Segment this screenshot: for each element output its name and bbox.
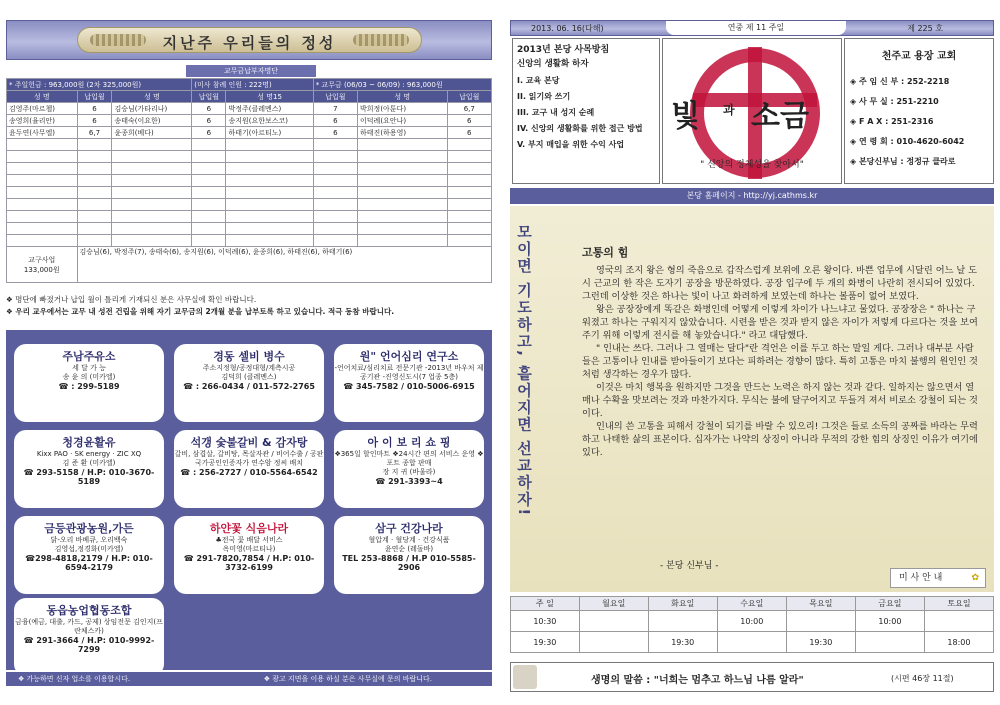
table-cell — [358, 211, 448, 223]
table-cell: 6 — [447, 127, 491, 139]
ad-title: 석갱 숯불갈비 & 감자탕 — [190, 436, 308, 449]
ad-title: 원" 언어심리 연구소 — [359, 350, 459, 363]
table-cell — [7, 175, 78, 187]
policy-subtitle: 신앙의 생활화 하자 — [517, 59, 589, 69]
table-cell — [77, 175, 112, 187]
table-row — [7, 103, 492, 115]
ad-subtitle: 금융(예금, 대출, 카드, 공제) 상임전문 김인지(프란체스카) — [15, 618, 163, 635]
ad-title: 삼구 건강나라 — [375, 522, 443, 535]
essay-paragraph: 왕은 공장장에게 똑같은 화병인데 어떻게 이렇게 차이가 나느냐고 물었다. 공장장은 " 하나는 구워졌고 하나는 구워지지 않았습니다. 시련을 받은 것과 받지 않은 자이가 저렇게 다르다는 것을 보여주기 위해 이렇게 전시를 해 놓았습니다." 라고 대답했다. — [582, 304, 978, 341]
mass-day-header: 목요일 — [786, 597, 855, 611]
table-row — [7, 115, 492, 127]
ad-card — [174, 344, 324, 422]
essay-panel — [510, 206, 994, 592]
mass-day-header: 금요일 — [855, 597, 924, 611]
logo-light: 빛 — [671, 99, 700, 134]
ad-name: 윤연순 (레돌바) — [384, 545, 434, 553]
table-cell — [313, 235, 357, 247]
table-cell — [192, 211, 226, 223]
table-cell: 6 — [192, 115, 226, 127]
logo-caption: " 신앙의 정체성을 찾아서" — [700, 160, 804, 170]
table-cell: 윤두연(사무엘) — [7, 127, 78, 139]
table-cell — [226, 211, 313, 223]
ad-subtitle: 주소지정형/공정대형/계측시공 — [202, 364, 296, 372]
notice-1: ❖ 명단에 빠졌거나 납입 월이 틀리게 기재되신 분은 사무실에 확인 바랍니다. — [6, 295, 257, 304]
table-cell: 6,7 — [447, 103, 491, 115]
table-cell: 박정주(클레멘스) — [226, 103, 313, 115]
ad-name: 김영섭,정경화(미카엘) — [54, 545, 124, 553]
ad-phone: ☎ 291-3393~4 — [375, 477, 443, 486]
table-cell — [192, 139, 226, 151]
table-cell — [313, 163, 357, 175]
ad-card — [14, 516, 164, 594]
mass-day-header: 주 일 — [511, 597, 580, 611]
dues-table — [6, 78, 492, 283]
essay-paragraph: 영국의 조지 왕은 형의 죽음으로 갑작스럽게 보위에 오른 왕이다. 바쁜 업무에 시달린 어느 날 도시 근교의 한 작은 도자기 공장을 방문하였다. 공장 입구에 두 개의 화병이 나란히 전시되어 있었다. 그런데 이상한 것은 하나는 빛이 나고 화려하게 보였는데 하나는 볼품이 없어 보였다. — [582, 265, 978, 302]
mass-time-cell — [579, 632, 648, 653]
table-cell — [226, 199, 313, 211]
table-cell — [112, 223, 192, 235]
ad-subtitle: 혈압계 · 혈당계 · 건강식품 — [368, 536, 450, 544]
contact-line: ◈ 주 임 신 부 : 252-2218 — [850, 77, 950, 86]
ad-title: 아 이 보 리 쇼 핑 — [367, 436, 451, 449]
ad-subtitle: ♣전국 꽃 배달 서비스 — [215, 536, 283, 544]
ad-phone: ☎ : 256-2727 / 010-5564-6542 — [180, 468, 318, 477]
table-cell — [447, 199, 491, 211]
ad-name: 김덕희 (클레멘스) — [221, 373, 277, 381]
mass-day-header: 월요일 — [579, 597, 648, 611]
table-cell: 김영주(마르첼) — [7, 103, 78, 115]
table-cell: 이덕례(요안나) — [358, 115, 448, 127]
summary-attendance: (미사 참례 인원 : 222명) — [192, 79, 313, 91]
policy-item: II. 읽기와 쓰기 — [517, 92, 571, 101]
table-cell — [358, 151, 448, 163]
table-cell — [112, 211, 192, 223]
table-cell — [313, 199, 357, 211]
table-cell — [226, 175, 313, 187]
ad-name: 김 준 환 (미카엘) — [62, 459, 116, 467]
mass-row — [511, 611, 994, 632]
ad-title: 금등관광농원,가든 — [44, 522, 134, 535]
vertical-slogan: 모이면 기도하고, 흩어지면 선교하자! — [515, 224, 533, 518]
table-cell: 6 — [313, 115, 357, 127]
mass-time-cell: 10:30 — [511, 611, 580, 632]
table-cell: 7 — [313, 103, 357, 115]
table-cell — [77, 235, 112, 247]
mass-time-cell — [855, 632, 924, 653]
contact-line: ◈ F A X : 251-2316 — [850, 117, 934, 126]
table-cell — [112, 139, 192, 151]
table-cell — [447, 223, 491, 235]
diocese-names: 김승님(6), 박정주(7), 송태숙(6), 송지원(6), 이덕례(6), 윤종희(6), 하태진(6), 하태기(6) — [77, 247, 491, 283]
ad-subtitle: 닭-오리 바베큐, 오리백숙 — [50, 536, 128, 544]
jesus-portrait-icon — [513, 665, 537, 689]
summary-dues: * 교무금 (06/03 ~ 06/09) : 963,000원 — [313, 79, 491, 91]
table-cell — [358, 163, 448, 175]
word-of-life-ref: (시편 46장 11절) — [891, 674, 954, 683]
footer-right: ❖ 광고 지면을 이용 하실 분은 사무실에 문의 바랍니다. — [263, 675, 432, 683]
table-cell: 6 — [192, 127, 226, 139]
church-info — [844, 38, 994, 184]
mass-guide-label — [890, 568, 986, 588]
essay-body — [582, 264, 982, 459]
ads-footer — [6, 672, 492, 686]
table-cell: 6 — [447, 115, 491, 127]
table-row — [7, 139, 492, 151]
ad-subtitle: 갈비, 삼겹살, 갈비탕, 목살자관 / 비어수출 / 공판 — [174, 450, 324, 458]
column-header: 납입월 — [313, 91, 357, 103]
policy-item: IV. 신앙의 생활화를 위한 접근 방법 — [517, 124, 643, 133]
table-cell — [313, 139, 357, 151]
table-cell — [112, 175, 192, 187]
table-cell — [358, 199, 448, 211]
table-row — [7, 199, 492, 211]
table-cell — [226, 151, 313, 163]
table-cell — [112, 151, 192, 163]
mass-time-cell — [579, 611, 648, 632]
column-header: 성 명 — [112, 91, 192, 103]
ad-card — [334, 516, 484, 594]
table-cell: 하태진(하용영) — [358, 127, 448, 139]
ad-subtitle: Kixx PAO · SK energy · ZIC XQ — [36, 450, 142, 458]
right-page — [510, 20, 994, 692]
column-header: 성 명15 — [226, 91, 313, 103]
table-cell — [192, 187, 226, 199]
policy-item: V. 부지 매입을 위한 수익 사업 — [517, 140, 625, 149]
table-cell — [77, 163, 112, 175]
table-cell: 박희정(아툰다) — [358, 103, 448, 115]
table-cell — [447, 211, 491, 223]
table-cell — [192, 175, 226, 187]
table-cell — [192, 223, 226, 235]
policy-item: I. 교육 본당 — [517, 76, 560, 85]
table-cell — [7, 187, 78, 199]
mass-header-row — [511, 597, 994, 611]
table-cell — [112, 187, 192, 199]
essay-paragraph: 인내의 쓴 고통을 피해서 강철이 되기를 바랄 수 있으리! 그것은 들로 소득의 공짜를 바라는 무력하고 나태한 삶의 표본이다. 십자가는 나약의 상징이 아니라 무적의 강한 힘의 상징인 이유가 여기에 있다. — [582, 421, 978, 458]
notice-2: ❖ 우리 교우에서는 교무 내 성전 건립을 위해 자기 교무금의 2개월 분을 납부토록 하고 있습니다. 적극 동참 바랍니다. — [6, 307, 395, 316]
bell-icon: ✿ — [971, 573, 979, 583]
ad-card — [334, 430, 484, 508]
table-cell: 6 — [313, 127, 357, 139]
table-row — [7, 187, 492, 199]
ad-card — [14, 598, 164, 676]
title-pill — [77, 27, 422, 53]
table-cell — [358, 235, 448, 247]
mass-row — [511, 632, 994, 653]
diocese-row — [7, 247, 492, 283]
mass-time-cell — [786, 611, 855, 632]
table-cell — [112, 199, 192, 211]
table-cell — [313, 151, 357, 163]
ad-subtitle: ❖365일 할인마트 ❖24시간 편의 서비스 운영 ❖포트 종합 판매 — [334, 450, 484, 467]
table-cell — [7, 199, 78, 211]
section-subtitle: 교무금납부자명단 — [186, 65, 316, 77]
mass-day-header: 화요일 — [648, 597, 717, 611]
table-cell — [192, 199, 226, 211]
logo-panel — [662, 38, 842, 184]
contact-line: ◈ 연 령 회 : 010-4620-6042 — [850, 137, 965, 146]
column-header: 납입월 — [192, 91, 226, 103]
issue-week: 연중 제 11 주일 — [666, 21, 846, 35]
table-cell — [447, 235, 491, 247]
diocese-label: 교구사업 — [28, 255, 56, 264]
table-cell — [226, 139, 313, 151]
table-cell — [77, 139, 112, 151]
table-row — [7, 235, 492, 247]
table-cell — [447, 175, 491, 187]
table-cell — [358, 175, 448, 187]
column-header: 납입월 — [77, 91, 112, 103]
homepage-bar: 본당 홈페이지 - http://yj.cathms.kr — [510, 188, 994, 204]
ad-title: 동읍농업협동조합 — [46, 604, 132, 617]
essay-paragraph: " 인내는 쓰다. 그러나 그 열매는 달다"란 격언은 이를 두고 하는 말일 게다. 그러나 대부분 사람들은 고통이나 인내를 받아들이기 보다는 피하려는 경향이 많다. 특히 고통은 마치 불행의 원인인 것처럼 생각하는 경우가 많다. — [582, 343, 978, 380]
table-cell: 송영희(율리안) — [7, 115, 78, 127]
table-cell — [7, 139, 78, 151]
column-header: 납입월 — [447, 91, 491, 103]
ad-title: 경동 셀비 병수 — [213, 350, 285, 363]
policy-title: 2013년 본당 사목방침 — [517, 45, 610, 55]
table-row — [7, 163, 492, 175]
table-row — [7, 127, 492, 139]
table-header-row — [7, 91, 492, 103]
table-cell — [313, 187, 357, 199]
ad-card — [14, 430, 164, 508]
ad-title: 주남주유소 — [62, 350, 116, 363]
table-cell — [192, 235, 226, 247]
table-cell — [447, 187, 491, 199]
logo-salt: 소금 — [751, 99, 809, 134]
table-row — [7, 223, 492, 235]
table-cell: 송지원(요한보스코) — [226, 115, 313, 127]
mass-time-cell: 10:00 — [855, 611, 924, 632]
church-name: 천주교 용장 교회 — [881, 51, 957, 62]
left-page — [6, 20, 492, 692]
table-cell — [358, 223, 448, 235]
column-header: 성 명 — [7, 91, 78, 103]
logo-and: 과 — [723, 103, 735, 117]
table-cell — [313, 175, 357, 187]
mass-time-cell — [648, 611, 717, 632]
word-of-life — [510, 662, 994, 692]
table-cell: 6,7 — [77, 127, 112, 139]
table-cell — [447, 151, 491, 163]
table-cell — [77, 187, 112, 199]
mass-time-cell — [924, 611, 993, 632]
contact-line: ◈ 본당신부님 : 정정규 클라로 — [850, 157, 956, 166]
ad-card — [14, 344, 164, 422]
issue-date: 2013. 06. 16(다해) — [531, 24, 604, 33]
ad-name: 송 윤 의 (미카엘) — [62, 373, 116, 381]
ad-phone: ☎ 291-3664 / H.P: 010-9992-7299 — [23, 636, 155, 654]
word-of-life-text: 생명의 말씀 : "너희는 멈추고 하느님 나름 알라" — [591, 675, 804, 686]
table-cell: 김승님(가타리나) — [112, 103, 192, 115]
table-cell — [7, 235, 78, 247]
essay-title: 고통의 힘 — [582, 246, 629, 259]
ad-subtitle: 세 달 가 능 — [72, 364, 106, 372]
mass-guide-text: 미 사 안 내 — [899, 573, 943, 583]
table-cell — [226, 187, 313, 199]
table-cell — [112, 163, 192, 175]
table-cell — [77, 223, 112, 235]
contact-line: ◈ 사 무 실 : 251-2210 — [850, 97, 939, 106]
essay-signature: - 본당 신부님 - — [660, 561, 719, 571]
table-cell: 윤종희(베다) — [112, 127, 192, 139]
table-cell — [226, 235, 313, 247]
table-cell — [77, 211, 112, 223]
mass-time-cell: 19:30 — [648, 632, 717, 653]
table-cell — [447, 139, 491, 151]
mass-schedule-table — [510, 596, 994, 653]
ad-phone: ☎ 293-5158 / H.P: 010-3670-5189 — [23, 468, 155, 486]
mass-time-cell: 10:00 — [717, 611, 786, 632]
mass-day-header: 수요일 — [717, 597, 786, 611]
mass-day-header: 토요일 — [924, 597, 993, 611]
ad-name: 국가공인인증자가 연수암 정씨 배치 — [194, 459, 304, 467]
mass-time-cell — [717, 632, 786, 653]
ad-phone: ☎298-4818,2179 / H.P: 010-6594-2179 — [25, 554, 153, 572]
table-cell — [358, 187, 448, 199]
table-cell: 6 — [77, 115, 112, 127]
ad-phone: ☎ 291-7820,7854 / H.P: 010-3732-6199 — [183, 554, 315, 572]
table-cell — [313, 211, 357, 223]
table-cell — [192, 151, 226, 163]
left-title-bar — [6, 20, 492, 60]
ad-card — [174, 516, 324, 594]
pastoral-policy — [512, 38, 660, 184]
footer-left: ❖ 가능하면 신자 업소를 이용합시다. — [18, 675, 131, 683]
table-cell — [7, 151, 78, 163]
summary-offering: * 주일헌금 : 963,000원 (2차 325,000원) — [7, 79, 192, 91]
table-cell — [7, 211, 78, 223]
ad-subtitle: -언어치료/심리치료 전문기관 -2013년 바우처 제공기관 -진영신도시(7 업종 5층) — [334, 364, 484, 381]
table-cell — [226, 223, 313, 235]
ad-card — [174, 430, 324, 508]
ad-name: 장 지 귀 (바울라) — [382, 468, 436, 476]
ads-panel — [6, 330, 492, 670]
mass-time-cell: 18:00 — [924, 632, 993, 653]
diocese-amount: 133,000원 — [23, 265, 60, 274]
ad-phone: ☎ : 299-5189 — [58, 382, 120, 391]
ad-title: 하얀꽃 식음나라 — [209, 522, 289, 535]
column-header: 성 명 — [358, 91, 448, 103]
issue-bar — [510, 20, 994, 36]
table-cell — [7, 223, 78, 235]
table-cell: 하태기(아르티노) — [226, 127, 313, 139]
mass-time-cell: 19:30 — [786, 632, 855, 653]
table-cell — [7, 163, 78, 175]
ad-title: 청경윤활유 — [62, 436, 116, 449]
ad-phone: ☎ 345-7582 / 010-5006-6915 — [343, 382, 475, 391]
table-cell — [192, 163, 226, 175]
issue-number: 제 225 호 — [907, 24, 943, 33]
ad-name: 옥미영(마르티나) — [222, 545, 276, 553]
ad-card — [334, 344, 484, 422]
table-cell — [77, 199, 112, 211]
essay-paragraph: 이것은 마치 행복을 원하지만 그것을 만드는 노력은 하지 않는 것과 같다. 일하지는 않으면서 열매나 수확을 맛보려는 것과 마찬가지다. 무식는 불에 달구어지고 두들겨 져서 비로소 강철이 되는 것이다. — [582, 382, 978, 419]
table-cell — [77, 151, 112, 163]
table-cell: 6 — [192, 103, 226, 115]
table-cell — [447, 163, 491, 175]
table-cell — [226, 163, 313, 175]
ad-phone: ☎ : 266-0434 / 011-572-2765 — [183, 382, 315, 391]
page-title: 지난주 우리들의 정성 — [162, 34, 337, 52]
table-row — [7, 175, 492, 187]
table-row — [7, 151, 492, 163]
table-cell — [313, 223, 357, 235]
mass-time-cell: 19:30 — [511, 632, 580, 653]
table-cell — [358, 139, 448, 151]
table-cell — [112, 235, 192, 247]
ad-phone: TEL 253-8868 / H.P 010-5585-2906 — [342, 554, 476, 572]
table-cell: 6 — [77, 103, 112, 115]
policy-item: III. 교구 내 성지 순례 — [517, 108, 595, 117]
table-row — [7, 211, 492, 223]
table-cell: 송태숙(이요한) — [112, 115, 192, 127]
